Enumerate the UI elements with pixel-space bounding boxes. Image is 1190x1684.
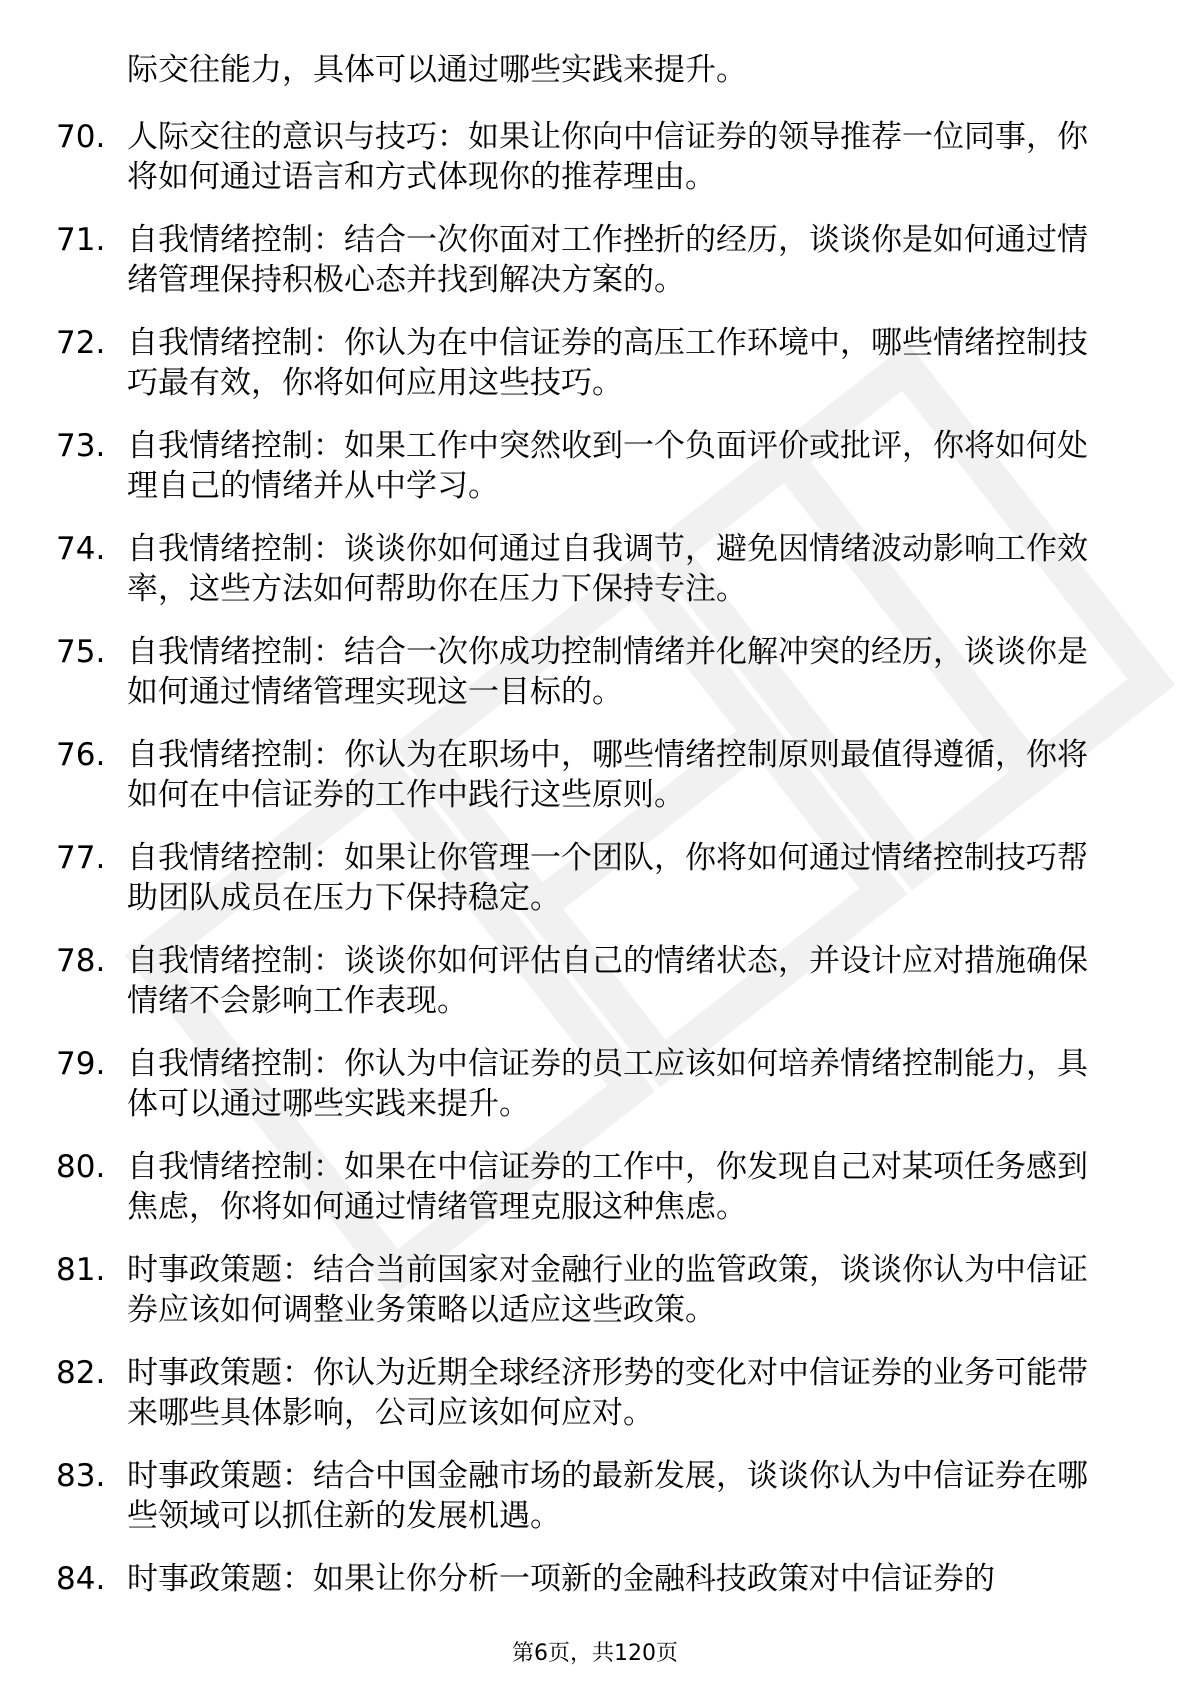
item-text: 时事政策题：你认为近期全球经济形势的变化对中信证券的业务可能带来哪些具体影响，公司应该如何应对。 [127, 1355, 1088, 1431]
item-number: 78. [56, 943, 106, 979]
item-text: 时事政策题：结合当前国家对金融行业的监管政策，谈谈你认为中信证券应该如何调整业务策略以适应这些政策。 [127, 1252, 1088, 1328]
item-number: 71. [56, 222, 106, 258]
item-number: 81. [56, 1252, 106, 1288]
item-number: 72. [56, 325, 106, 361]
list-item [56, 941, 1136, 1044]
list-item [56, 1353, 1136, 1456]
item-text: 时事政策题：如果让你分析一项新的金融科技政策对中信证券的 [127, 1561, 995, 1597]
item-number: 70. [56, 119, 106, 155]
item-text: 自我情绪控制：结合一次你面对工作挫折的经历，谈谈你是如何通过情绪管理保持积极心态并找到解决方案的。 [127, 222, 1088, 298]
page-footer: 第6页，共120页 [512, 1641, 678, 1666]
item-number: 77. [56, 840, 106, 876]
item-text: 自我情绪控制：如果在中信证券的工作中，你发现自己对某项任务感到焦虑，你将如何通过情绪管理克服这种焦虑。 [127, 1149, 1088, 1225]
list-item [56, 220, 1136, 323]
item-number: 74. [56, 531, 106, 567]
item-number: 84. [56, 1561, 106, 1597]
item-text: 时事政策题：结合中国金融市场的最新发展，谈谈你认为中信证券在哪些领域可以抓住新的发展机遇。 [127, 1458, 1088, 1534]
list-item [56, 529, 1136, 632]
item-text: 自我情绪控制：你认为中信证券的员工应该如何培养情绪控制能力，具体可以通过哪些实践来提升。 [127, 1046, 1088, 1122]
item-text: 自我情绪控制：你认为在中信证券的高压工作环境中，哪些情绪控制技巧最有效，你将如何应用这些技巧。 [127, 325, 1088, 401]
item-number: 73. [56, 428, 106, 464]
item-text: 自我情绪控制：如果工作中突然收到一个负面评价或批评，你将如何处理自己的情绪并从中学习。 [127, 428, 1088, 504]
item-number: 80. [56, 1149, 106, 1185]
continuation-text: 际交往能力，具体可以通过哪些实践来提升。 [127, 52, 747, 88]
list-item [56, 1044, 1136, 1147]
question-list [56, 117, 1136, 1662]
list-item [56, 1250, 1136, 1353]
item-text: 自我情绪控制：谈谈你如何通过自我调节，避免因情绪波动影响工作效率，这些方法如何帮助你在压力下保持专注。 [127, 531, 1088, 607]
item-text: 自我情绪控制：谈谈你如何评估自己的情绪状态，并设计应对措施确保情绪不会影响工作表现。 [127, 943, 1088, 1019]
item-text: 自我情绪控制：你认为在职场中，哪些情绪控制原则最值得遵循，你将如何在中信证券的工作中践行这些原则。 [127, 737, 1088, 813]
item-text: 自我情绪控制：如果让你管理一个团队，你将如何通过情绪控制技巧帮助团队成员在压力下保持稳定。 [127, 840, 1088, 916]
item-number: 75. [56, 634, 106, 670]
list-item [56, 1147, 1136, 1250]
list-item [56, 632, 1136, 735]
list-item [56, 838, 1136, 941]
item-number: 76. [56, 737, 106, 773]
list-item [56, 323, 1136, 426]
item-number: 82. [56, 1355, 106, 1391]
item-text: 人际交往的意识与技巧：如果让你向中信证券的领导推荐一位同事，你将如何通过语言和方式体现你的推荐理由。 [127, 119, 1088, 195]
list-item [56, 1456, 1136, 1559]
list-item [56, 735, 1136, 838]
item-number: 79. [56, 1046, 106, 1082]
list-item [56, 426, 1136, 529]
list-item [56, 117, 1136, 220]
item-text: 自我情绪控制：结合一次你成功控制情绪并化解冲突的经历，谈谈你是如何通过情绪管理实现这一目标的。 [127, 634, 1088, 710]
item-number: 83. [56, 1458, 106, 1494]
